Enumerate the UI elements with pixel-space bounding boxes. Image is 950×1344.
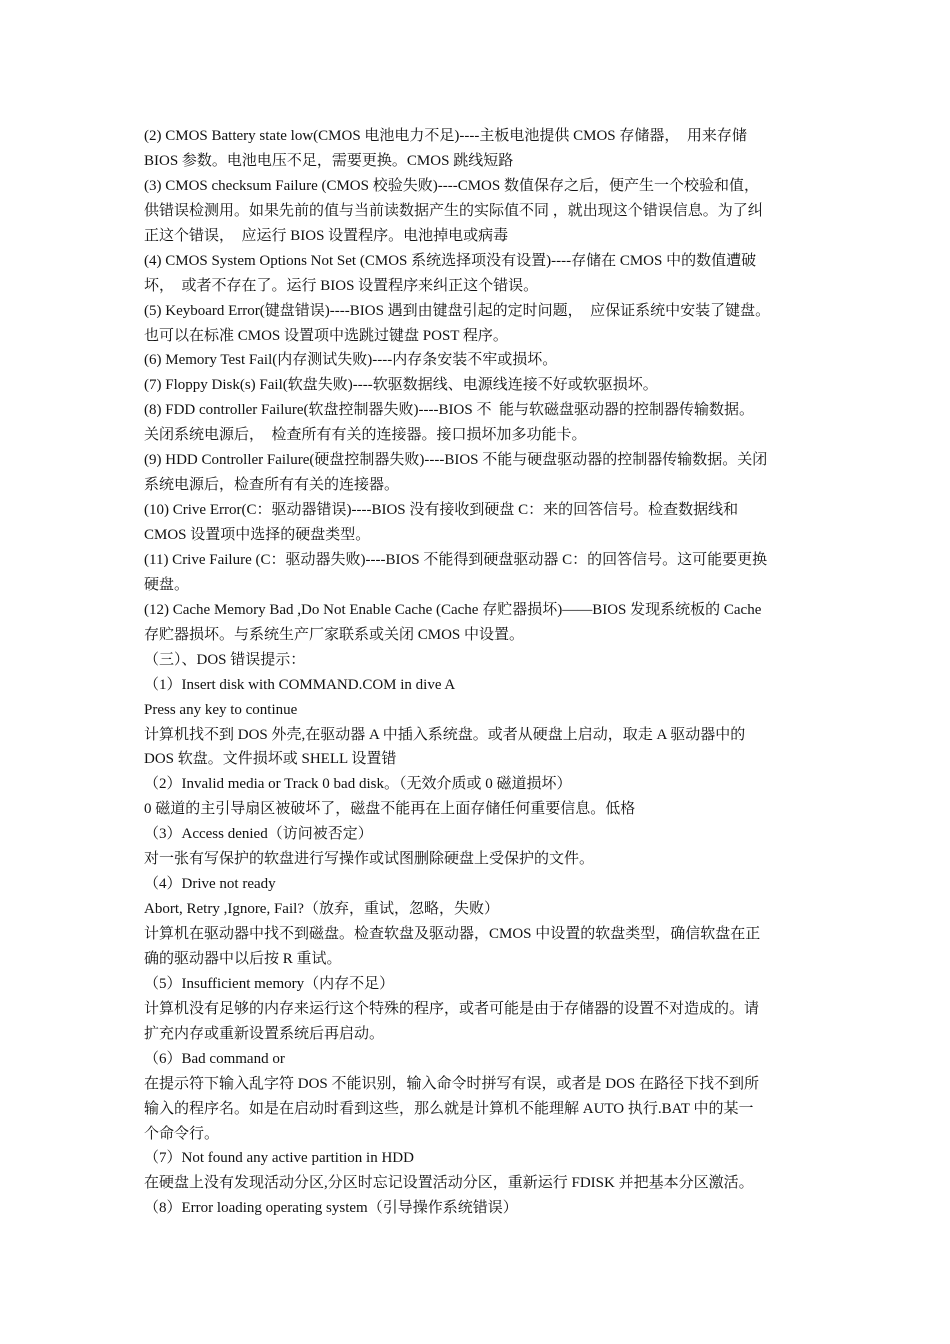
text-line: 确的驱动器中以后按 R 重试。 xyxy=(144,950,342,967)
text-line: （8）Error loading operating system（引导操作系统错误） xyxy=(144,1200,518,1217)
text-line: （7）Not found any active partition in HDD xyxy=(144,1150,414,1167)
text-line: (11) Crive Failure (C：驱动器失败)----BIOS 不能得到硬盘驱动器 C：的回答信号。这可能要更换 xyxy=(144,551,768,568)
text-line: 也可以在标准 CMOS 设置项中选跳过键盘 POST 程序。 xyxy=(144,327,508,344)
text-line: （三）、DOS 错误提示： xyxy=(144,651,306,668)
text-line: Abort, Retry ,Ignore, Fail?（放弃，重试，忽略，失败） xyxy=(144,901,499,918)
text-line: 扩充内存或重新设置系统后再启动。 xyxy=(144,1025,385,1042)
text-line: (2) CMOS Battery state low(CMOS 电池电力不足)----主板电池提供 CMOS 存储器， 用来存储 xyxy=(144,128,747,144)
text-line: 计算机在驱动器中找不到磁盘。检查软盘及驱动器，CMOS 中设置的软盘类型，确信软盘在正 xyxy=(144,926,761,942)
text-line: （1）Insert disk with COMMAND.COM in dive A xyxy=(144,676,456,693)
text-line: 在提示符下输入乱字符 DOS 不能识别，输入命令时拼写有误，或者是 DOS 在路径下找不到所 xyxy=(144,1075,760,1092)
text-line: 计算机没有足够的内存来运行这个特殊的程序，或者可能是由于存储器的设置不对造成的。请 xyxy=(144,1000,760,1017)
text-line: (7) Floppy Disk(s) Fail(软盘失败)----软驱数据线、电源线连接不好或软驱损坏。 xyxy=(144,377,658,394)
text-line: 个命令行。 xyxy=(144,1125,220,1142)
text-line: （2）Invalid media or Track 0 bad disk。（无效介质或 0 磁道损坏） xyxy=(144,776,572,793)
text-line: (6) Memory Test Fail(内存测试失败)----内存条安装不牢或损坏。 xyxy=(144,352,558,369)
text-line: (10) Crive Error(C：驱动器错误)----BIOS 没有接收到硬盘 C：来的回答信号。检查数据线和 xyxy=(144,502,739,519)
text-line: Press any key to continue xyxy=(144,701,298,718)
text-line: 系统电源后，检查所有有关的连接器。 xyxy=(144,477,400,494)
document-body xyxy=(144,124,814,1221)
text-line: (9) HDD Controller Failure(硬盘控制器失败)----BIOS 不能与硬盘驱动器的控制器传输数据。关闭 xyxy=(144,452,768,469)
text-line: 计算机找不到 DOS 外壳,在驱动器 A 中插入系统盘。或者从硬盘上启动，取走 A 驱动器中的 xyxy=(144,726,746,743)
text-line: (8) FDD controller Failure(软盘控制器失败)----BIOS 不 能与软磁盘驱动器的控制器传输数据。 xyxy=(144,402,754,419)
text-line: （3）Access denied（访问被否定） xyxy=(144,826,373,843)
text-line: (4) CMOS System Options Not Set (CMOS 系统选择项没有设置)----存储在 CMOS 中的数值遭破 xyxy=(144,252,757,269)
text-line: （5）Insufficient memory（内存不足） xyxy=(144,975,395,992)
text-line: 关闭系统电源后， 检查所有有关的连接器。接口损坏加多功能卡。 xyxy=(144,427,587,444)
text-line: 输入的程序名。如是在启动时看到这些，那么就是计算机不能理解 AUTO 执行.BAT 中的某一 xyxy=(144,1100,754,1117)
text-line: BIOS 参数。电池电压不足，需要更换。CMOS 跳线短路 xyxy=(144,152,514,169)
text-line: 硬盘。 xyxy=(144,576,190,593)
text-line: 正这个错误， 应运行 BIOS 设置程序。电池掉电或病毒 xyxy=(144,227,509,244)
text-line: 0 磁道的主引导扇区被破坏了，磁盘不能再在上面存储任何重要信息。低格 xyxy=(144,801,636,818)
text-line: CMOS 设置项中选择的硬盘类型。 xyxy=(144,527,371,543)
text-line: DOS 软盘。文件损坏或 SHELL 设置错 xyxy=(144,751,397,768)
text-line: (12) Cache Memory Bad ,Do Not Enable Cache (Cache 存贮器损坏)——BIOS 发现系统板的 Cache xyxy=(144,601,762,618)
text-line: 坏， 或者不存在了。运行 BIOS 设置程序来纠正这个错误。 xyxy=(144,277,539,294)
text-line: (5) Keyboard Error(键盘错误)----BIOS 遇到由键盘引起的定时问题， 应保证系统中安装了键盘。 xyxy=(144,302,771,319)
text-line: (3) CMOS checksum Failure (CMOS 校验失败)----CMOS 数值保存之后，便产生一个校验和值， xyxy=(144,177,759,194)
text-line: 供错误检测用。如果先前的值与当前读数据产生的实际值不同 ，就出现这个错误信息。为了纠 xyxy=(144,202,763,219)
text-line: 存贮器损坏。与系统生产厂家联系或关闭 CMOS 中设置。 xyxy=(144,626,525,643)
text-line: （4）Drive not ready xyxy=(144,876,276,893)
text-line: 对一张有写保护的软盘进行写操作或试图删除硬盘上受保护的文件。 xyxy=(144,851,595,868)
text-line: 在硬盘上没有发现活动分区,分区时忘记设置活动分区，重新运行 FDISK 并把基本分区激活。 xyxy=(144,1175,754,1192)
text-line: （6）Bad command or xyxy=(144,1050,285,1067)
